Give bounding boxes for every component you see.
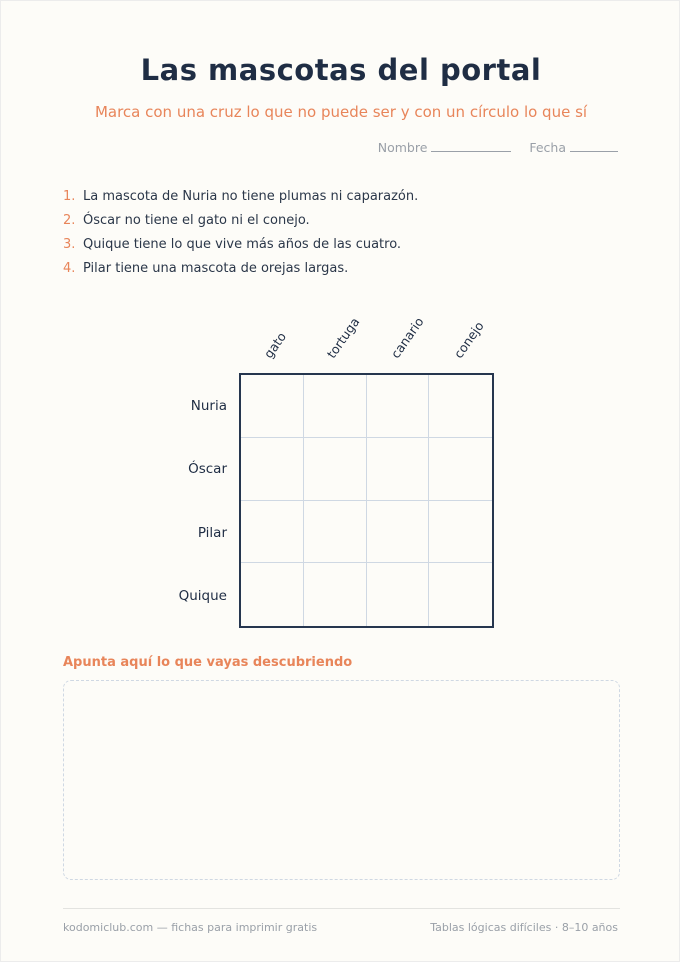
clue-number: 1. [63,189,76,204]
grid-cell[interactable] [304,563,367,626]
column-label-canario: canario [387,314,427,361]
clue-item [63,213,418,237]
name-blank-line[interactable] [431,151,511,152]
date-blank-line[interactable] [570,151,618,152]
clue-list [63,189,418,285]
name-date-fields [378,140,618,155]
date-label: Fecha [529,140,567,155]
grid-cell[interactable] [429,438,492,501]
logic-grid [239,373,494,628]
footer-category: Tablas lógicas difíciles · 8–10 años [430,921,618,934]
clue-item [63,261,418,285]
instructions-subtitle: Marca con una cruz lo que no puede ser y con un círculo lo que sí [94,103,588,121]
grid-cell[interactable] [429,563,492,626]
grid-cell[interactable] [367,375,430,438]
grid-cell[interactable] [429,501,492,564]
footer-divider [63,908,620,909]
grid-cell[interactable] [304,438,367,501]
notes-area[interactable] [63,680,620,880]
grid-cell[interactable] [367,438,430,501]
clue-item [63,237,418,261]
grid-cell[interactable] [429,375,492,438]
clue-text: Pilar tiene una mascota de orejas largas. [83,261,349,276]
row-label-quique: Quique [178,588,227,604]
page-title: Las mascotas del portal [140,53,542,87]
column-label-tortuga: tortuga [323,314,363,361]
grid-cell[interactable] [241,375,304,438]
notes-title: Apunta aquí lo que vayas descubriendo [63,655,353,670]
grid-cell[interactable] [241,438,304,501]
column-label-gato: gato [260,329,290,361]
clue-number: 2. [63,213,76,228]
grid-cell[interactable] [304,375,367,438]
clue-text: Quique tiene lo que vive más años de las cuatro. [83,237,402,252]
row-label-oscar: Óscar [188,461,227,477]
row-label-nuria: Nuria [190,398,227,414]
row-label-pilar: Pilar [197,525,227,541]
clue-number: 4. [63,261,76,276]
grid-cell[interactable] [304,501,367,564]
grid-cell[interactable] [241,563,304,626]
footer-site: kodomiclub.com — fichas para imprimir gratis [63,921,318,934]
column-label-conejo: conejo [450,318,487,361]
clue-number: 3. [63,237,76,252]
grid-cell[interactable] [367,563,430,626]
clue-text: Óscar no tiene el gato ni el conejo. [83,213,310,228]
grid-cell[interactable] [367,501,430,564]
grid-cell[interactable] [241,501,304,564]
name-label: Nombre [377,140,428,155]
clue-item [63,189,418,213]
clue-text: La mascota de Nuria no tiene plumas ni caparazón. [83,189,419,204]
